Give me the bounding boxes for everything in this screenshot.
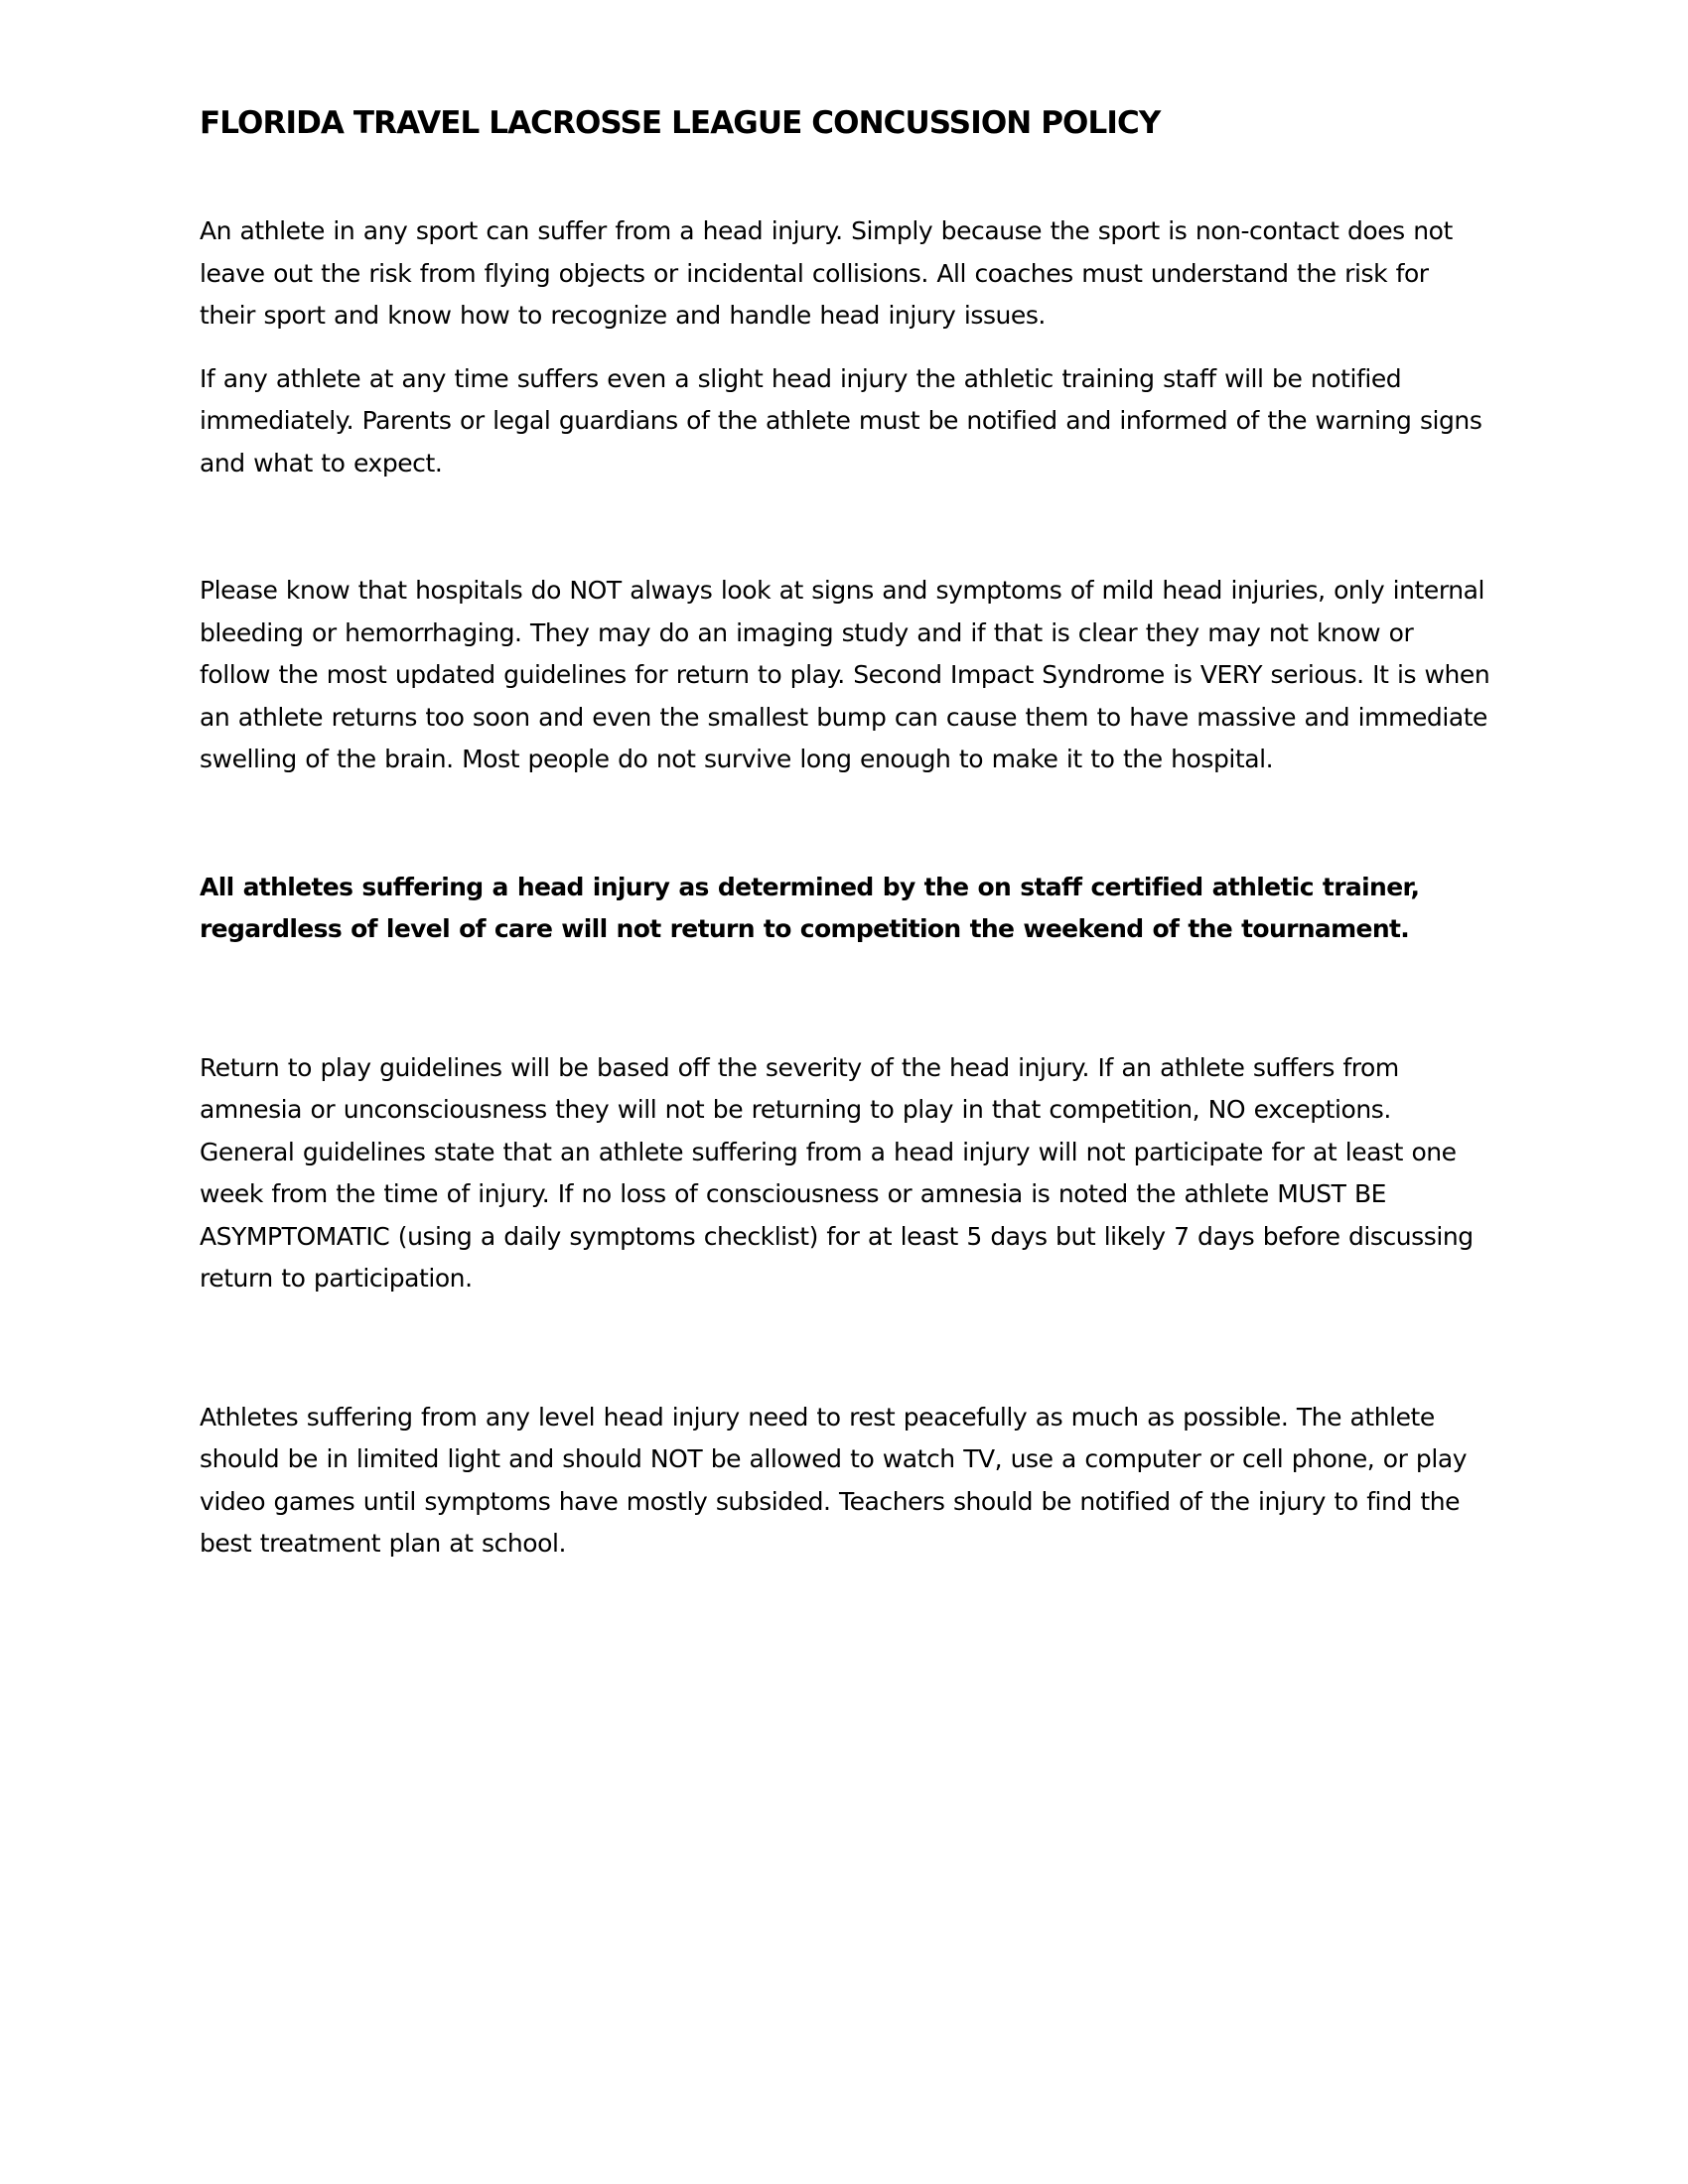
paragraph-head-injury-risk: An athlete in any sport can suffer from a head injury. Simply because the sport is non-contact does not leave out the risk from flying objects or incidental collisions. All coaches must understand the risk for their sport and know how to recognize and handle head injury issues. xyxy=(200,216,1453,330)
document-title: FLORIDA TRAVEL LACROSSE LEAGUE CONCUSSION POLICY xyxy=(200,105,1161,141)
document-body xyxy=(200,97,1490,1566)
paragraph-hospitals: Please know that hospitals do NOT always look at signs and symptoms of mild head injuries, only internal bleeding or hemorrhaging. They may do an imaging study and if that is clear they may not know or follow the most updated guidelines for return to play. Second Impact Syndrome is VERY serious. It is when an athlete returns too soon and even the smallest bump can cause them to have massive and immediate swelling of the brain. Most people do not survive long enough to make it to the hospital. xyxy=(200,576,1490,773)
paragraph-no-return-rule: All athletes suffering a head injury as determined by the on staff certified athletic trainer, regardless of level of care will not return to competition the weekend of the tournament. xyxy=(200,872,1420,943)
paragraph-rest-guidelines: Athletes suffering from any level head injury need to rest peacefully as much as possible. The athlete should be in limited light and should NOT be allowed to watch TV, use a computer or cell phone, or play video games until symptoms have mostly subsided. Teachers should be notified of the injury to find the best treatment plan at school. xyxy=(200,1402,1468,1558)
paragraph-return-to-play: Return to play guidelines will be based off the severity of the head injury. If an athlete suffers from amnesia or unconsciousness they will not be returning to play in that competition, NO exceptions. General guidelines state that an athlete suffering from a head injury will not participate for at least one week from the time of injury. If no loss of consciousness or amnesia is noted the athlete MUST BE ASYMPTOMATIC (using a daily symptoms checklist) for at least 5 days but likely 7 days before discussing return to participation. xyxy=(200,1052,1474,1293)
paragraph-notification: If any athlete at any time suffers even a slight head injury the athletic training staff will be notified immediately. Parents or legal guardians of the athlete must be notified and informed of the warning signs and what to expect. xyxy=(200,363,1482,478)
